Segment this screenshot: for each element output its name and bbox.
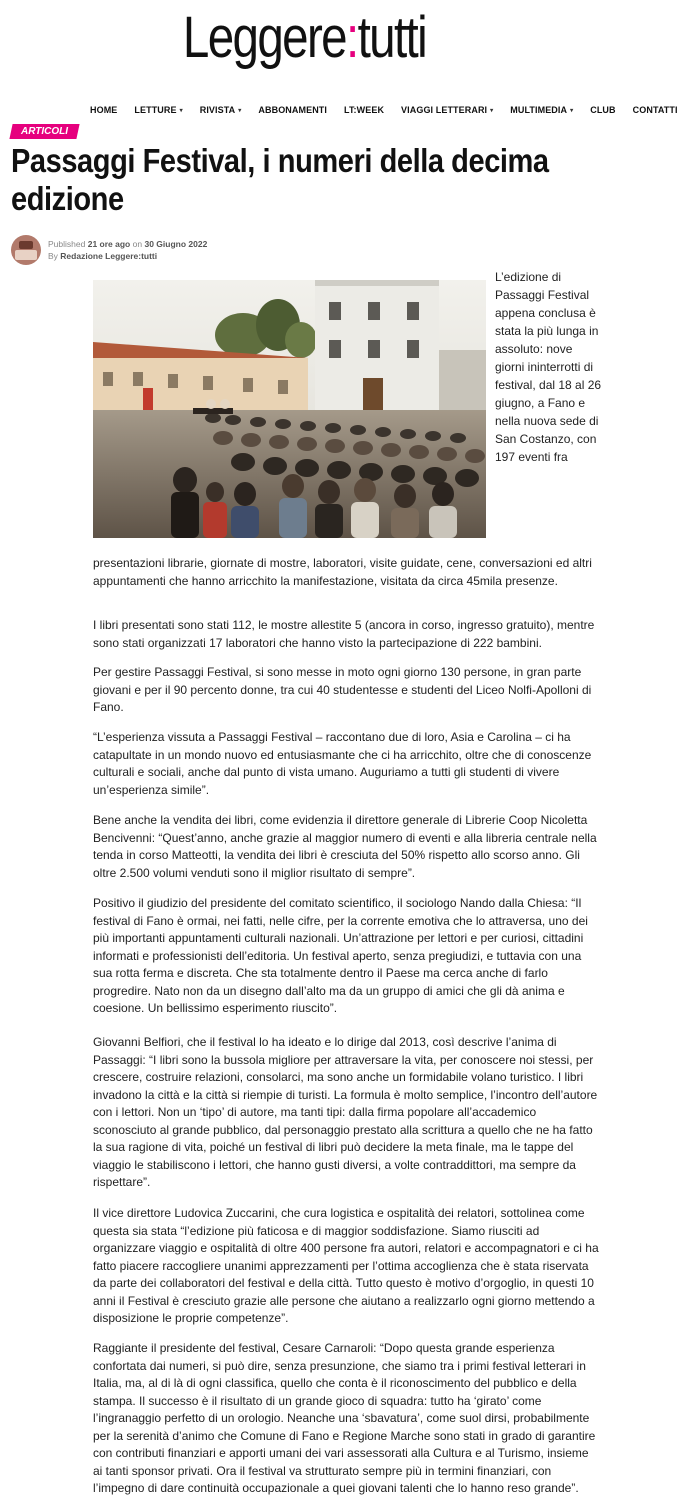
nav-item-label: LT:WEEK [344,105,385,115]
article-photo [93,280,486,538]
nav-item-club[interactable] [590,105,615,115]
article-paragraph: Il vice direttore Ludovica Zuccarini, che cura logistica e ospitalità dei relatori, sottolinea come questa sia stata “l’edizione più faticosa e di maggior soddisfazione. Siamo riusciti ad organizzare viaggio e ospitalità di oltre 400 persone fra autori, relatori e accompagnatori e ci ha fatto piacere raccogliere unanimi apprezzamenti per l’ottima accoglienza che è stata riservata da parte dei collaboratori del festival e della città. Tutto questo è motivo d’orgoglio, in questi 10 anni il Festival è cresciuto grazie alle persone che aiutano a realizzarlo ogni giorno mettendo a disposizione le proprie competenze”. [93,1206,599,1325]
article-meta [11,234,207,266]
nav-item-viaggi-letterari[interactable] [401,105,493,115]
nav-item-ltweek[interactable] [344,105,384,115]
nav-item-label: CONTATTI [632,105,678,115]
nav-item-contatti[interactable] [633,105,678,115]
published-ago: 21 ore ago [87,239,131,249]
article-paragraph: Per gestire Passaggi Festival, si sono messe in moto ogni giorno 130 persone, in gran parte giovani e per il 90 percento donne, tra cui 40 studentesse e studenti del Liceo Nolfi-Apolloni di Fano. [93,665,592,714]
article-title: Passaggi Festival, i numeri della decima edizione [11,142,549,217]
logo-text-left: Leggere [182,5,346,70]
intro-paragraph-continued: presentazioni librarie, giornate di mostre, laboratori, visite guidate, cene, conversazioni ed altri appuntamenti che hanno arricchito la manifestazione, visitata da circa 45mila presenze. [93,556,592,588]
site-logo[interactable] [55,2,554,74]
nav-item-multimedia[interactable] [510,105,573,115]
chevron-down-icon: ▾ [238,107,242,114]
main-navigation [90,100,678,120]
article-paragraph: I libri presentati sono stati 112, le mostre allestite 5 (ancora in corso, ingresso gratuito), mentre sono stati organizzati 17 laboratori che hanno visto la partecipazione di 222 bambini. [93,618,595,650]
nav-item-label: RIVISTA [199,105,236,115]
nav-item-label: HOME [90,105,118,115]
chevron-down-icon: ▾ [179,107,183,114]
intro-paragraph-float: L’edizione di Passaggi Festival appena conclusa è stata la più lunga in assoluto: nove giorni ininterrotti di festival, dal 18 al 26 giugno, a Fano e nella nuova sede di San Costanzo, con 197 eventi fra [495,270,602,464]
article-paragraph: Positivo il giudizio del presidente del comitato scientifico, il sociologo Nando dalla Chiesa: “Il festival di Fano è ormai, nei fatti, nelle cifre, per la corrente emotiva che lo attraversa, uno dei più importanti appuntamenti culturali nazionali. Un’attrazione per lettori e per curiosi, cittadini informati e professionisti dell’editoria. Un festival aperto, senza pregiudizi, e tuttavia con una sua rotta ferma e discreta. Che sta totalmente dentro il Paese ma cerca anche di farlo progredire. Nato non da un disegno dall’alto ma da un gruppo di amici che gli dà anima e coesione. Un bellissimo esperimento riuscito”. [93,896,588,1015]
author-link[interactable]: Redazione Leggere:tutti [60,251,158,261]
logo-colon: : [345,5,358,70]
nav-item-label: ABBONAMENTI [258,105,328,115]
nav-item-label: MULTIMEDIA [510,105,568,115]
byline: By Redazione Leggere:tutti [48,251,158,261]
nav-item-rivista[interactable] [200,105,242,115]
article-paragraph: Bene anche la vendita dei libri, come evidenzia il direttore generale di Librerie Coop Nicoletta Bencivenni: “Quest’anno, anche grazie al maggior numero di eventi e alla libreria centrale nella tenda in corso Matteotti, la vendita dei libri è cresciuta del 50% rispetto allo scorso anno. Gli oltre 2.500 volumi venduti sono il miglior risultato di sempre”. [93,813,597,880]
published-date: 30 Giugno 2022 [144,239,208,249]
chevron-down-icon: ▾ [570,107,574,114]
chevron-down-icon: ▾ [490,107,494,114]
published-line: Published 21 ore ago on 30 Giugno 2022 [48,239,208,249]
nav-item-abbonamenti[interactable] [258,105,327,115]
category-badge[interactable]: ARTICOLI [9,124,79,139]
author-avatar[interactable] [11,235,41,265]
article-paragraph: Giovanni Belfiori, che il festival lo ha ideato e lo dirige dal 2013, così descrive l’anima di Passaggi: “I libri sono la bussola migliore per attraversare la vita, per conoscere noi stessi, per crescere, costruire relazioni, consolarci, ma sono anche un formidabile volano turistico. I libri invadono la città e la città si riempie di turisti. La formula è molto semplice, l’incontro dell’autore con i lettori. Non un ‘tipo’ di autore, ma tanti tipi: dalla firma popolare all’accademico sconosciuto al grande pubblico, dal personaggio prestato alla scrittura a quello che ne ha fatto la sua ragione di vita, poiché un festival di libri può decidere la meta finale, ma le tappe del viaggio le stabiliscono i lettori, che hanno gusti diversi, a volte contraddittori, ma sempre da rispettare”. [93,1035,598,1189]
article-paragraph: “L’esperienza vissuta a Passaggi Festival – raccontano due di loro, Asia e Carolina – ci ha catapultate in un mondo nuovo ed entusiasmante che ci ha arricchito, oltre che di conoscenze culturali e sociali, anche dal punto di vista umano. Auguriamo a tutti gli studenti di vivere un’esperienza simile”. [93,730,592,797]
nav-item-label: VIAGGI LETTERARI [401,105,488,115]
article-paragraph: Raggiante il presidente del festival, Cesare Carnaroli: “Dopo questa grande esperienza confortata dai numeri, si può dire, senza presunzione, che siamo tra i primi festival letterari in Italia, ma, al di là di ogni classifica, quello che conta è il riconoscimento del pubblico e della stampa. Il successo è il risultato di un grande gioco di squadra: tutto ha ‘girato’ come l’ingranaggio perfetto di un orologio. Neanche una ‘sbavatura’, come suol dirsi, probabilmente per la serenità d’animo che Comune di Fano e Regione Marche sono stati in grado di garantire con contributi finanziari e apporti umani dei vari assessorati alla Cultura e al Turismo, insieme ai tanti sponsor privati. Ora il festival va strutturato sempre più in termini finanziari, con l’impegno di dare continuità occupazionale a quei giovani talenti che lo hanno reso grande”. [93,1341,596,1495]
nav-item-letture[interactable] [134,105,182,115]
nav-item-label: CLUB [590,105,616,115]
logo-text-right: tutti [357,5,427,70]
nav-item-label: LETTURE [134,105,177,115]
nav-item-home[interactable] [90,105,117,115]
meta-lines [48,238,207,262]
